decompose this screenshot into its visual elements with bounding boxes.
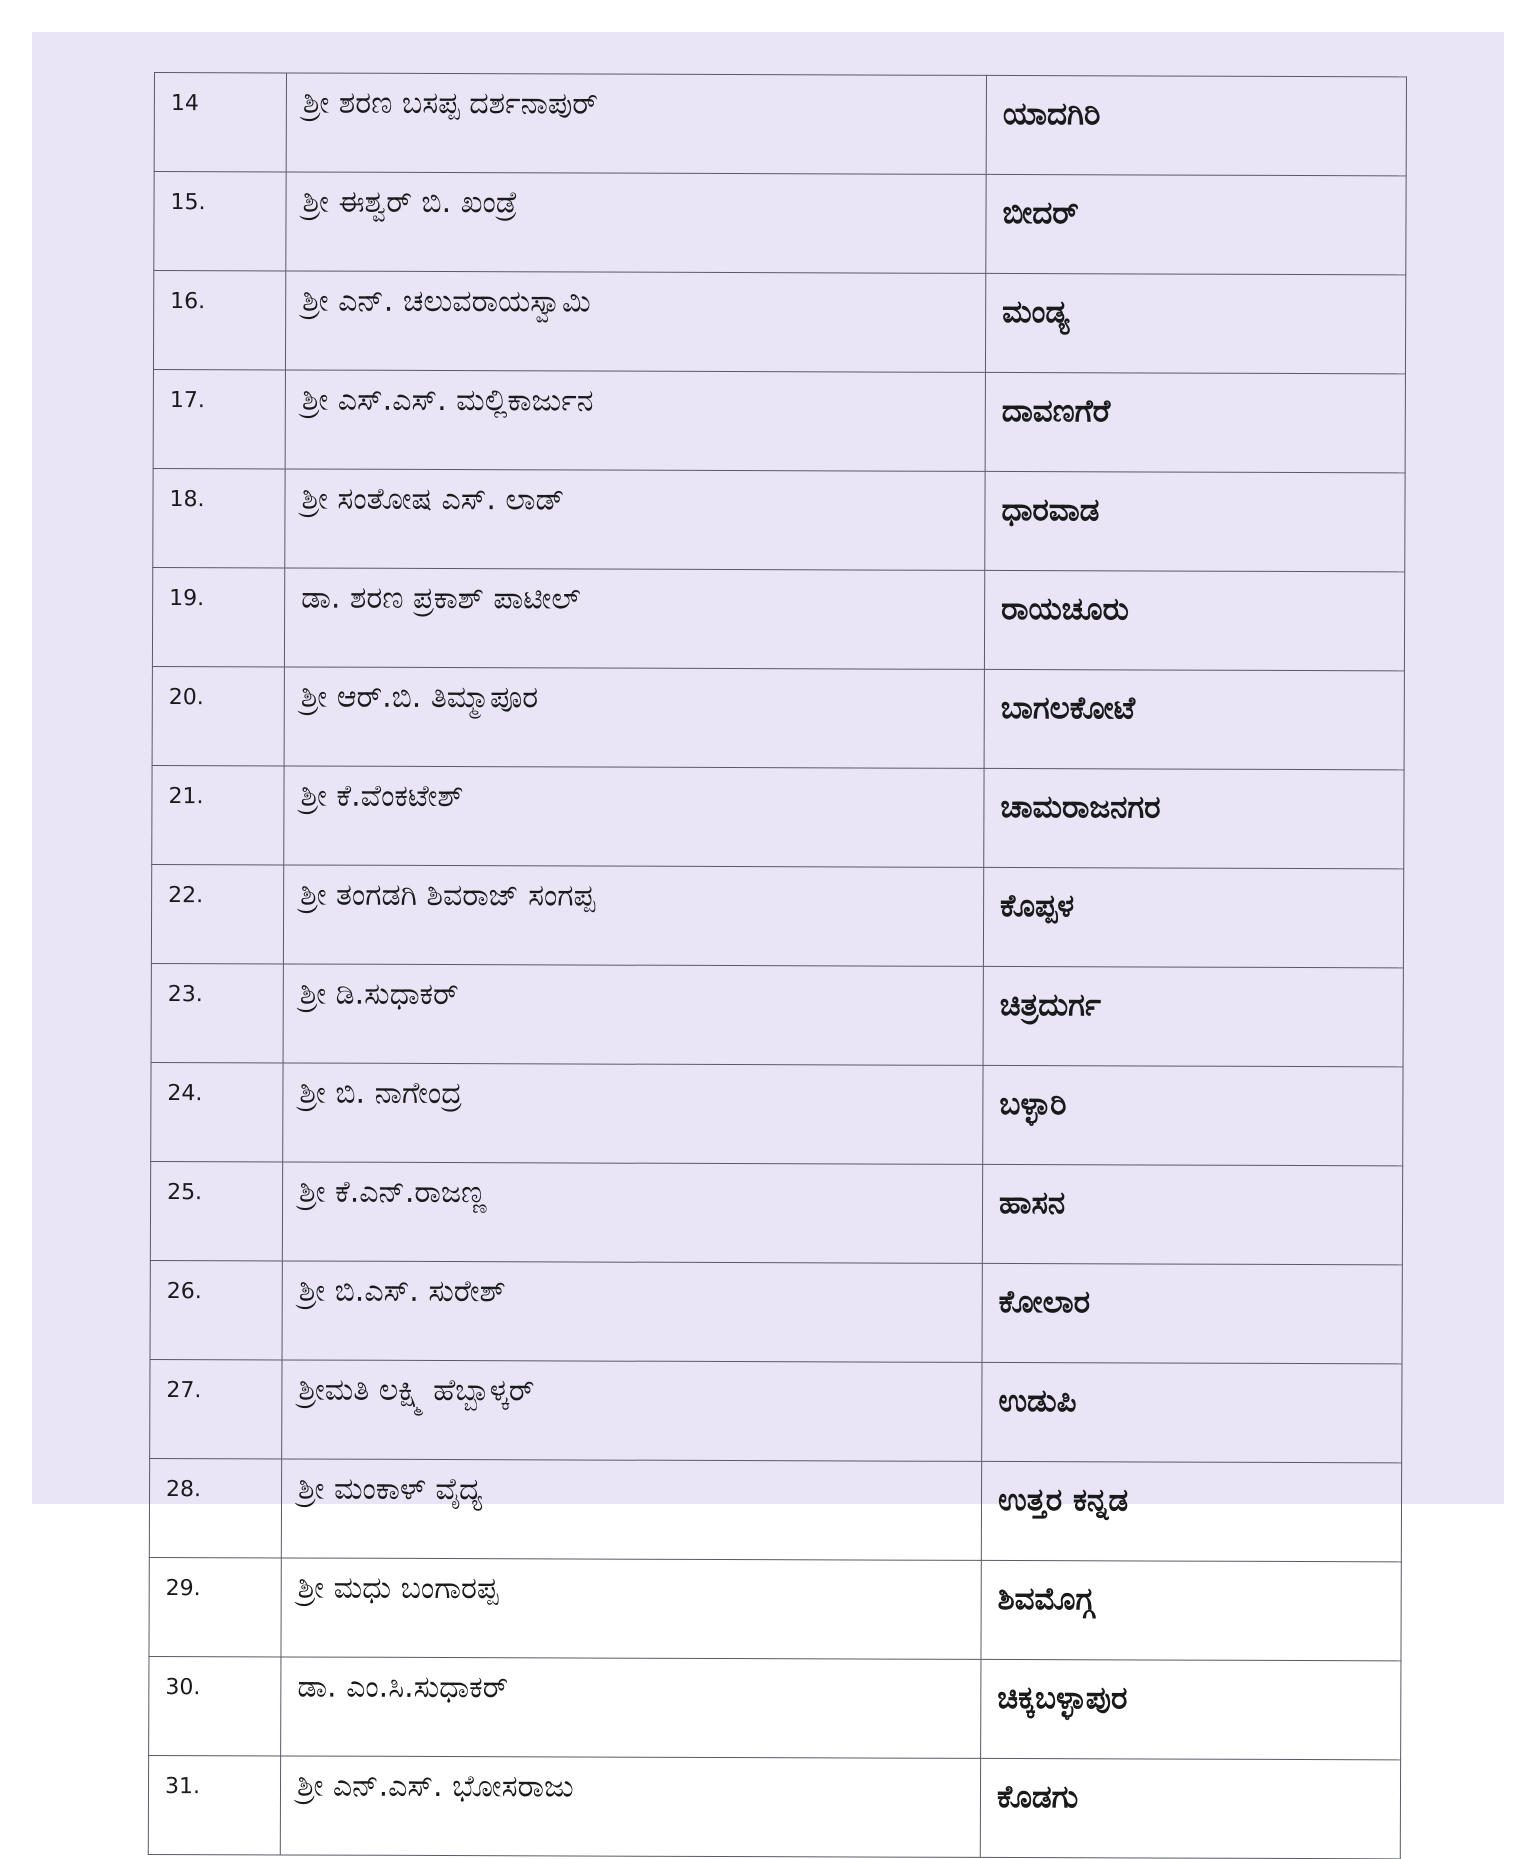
table-body bbox=[148, 73, 1406, 1859]
district-cell: ಮಂಡ್ಯ bbox=[985, 273, 1405, 373]
table-row bbox=[150, 1161, 1402, 1264]
minister-name-cell: ಶ್ರೀ ಬಿ. ನಾಗೇಂದ್ರ bbox=[283, 1063, 983, 1164]
district-cell: ಬಾಗಲಕೋಟೆ bbox=[984, 669, 1404, 769]
district-cell: ಧಾರವಾಡ bbox=[985, 471, 1405, 571]
minister-name-cell: ಶ್ರೀ ಮಧು ಬಂಗಾರಪ್ಪ bbox=[281, 1558, 981, 1659]
district-cell: ರಾಯಚೂರು bbox=[984, 570, 1404, 670]
serial-number-cell: 28. bbox=[149, 1458, 281, 1557]
minister-name-cell: ಶ್ರೀ ಡಿ.ಸುಧಾಕರ್ bbox=[283, 964, 983, 1065]
serial-number-cell: 22. bbox=[151, 864, 283, 963]
table-row bbox=[153, 369, 1405, 472]
district-cell: ಶಿವಮೊಗ್ಗ bbox=[981, 1560, 1401, 1660]
minister-name-cell: ಶ್ರೀ ಬಿ.ಎಸ್. ಸುರೇಶ್ bbox=[282, 1261, 982, 1362]
minister-name-cell: ಡಾ. ಎಂ.ಸಿ.ಸುಧಾಕರ್ bbox=[281, 1657, 981, 1758]
serial-number-cell: 26. bbox=[150, 1260, 282, 1359]
district-cell: ಚಾಮರಾಜನಗರ bbox=[984, 768, 1404, 868]
table-row bbox=[154, 73, 1406, 176]
minister-name-cell: ಶ್ರೀ ಎಸ್.ಎಸ್. ಮಲ್ಲಿಕಾರ್ಜುನ bbox=[285, 370, 985, 471]
table-row bbox=[152, 567, 1404, 670]
district-cell: ಬೀದರ್ bbox=[986, 174, 1406, 274]
serial-number-cell: 29. bbox=[149, 1557, 281, 1656]
minister-name-cell: ಶ್ರೀಮತಿ ಲಕ್ಷ್ಮಿ ಹೆಬ್ಬಾಳ್ಕರ್ bbox=[282, 1360, 982, 1461]
minister-name-cell: ಡಾ. ಶರಣ ಪ್ರಕಾಶ್ ಪಾಟೀಲ್ bbox=[284, 568, 984, 669]
minister-name-cell: ಶ್ರೀ ಮಂಕಾಳ್ ವೈದ್ಯ bbox=[281, 1459, 981, 1560]
serial-number-cell: 23. bbox=[151, 963, 283, 1062]
minister-name-cell: ಶ್ರೀ ಈಶ್ವರ್ ಬಿ. ಖಂಡ್ರೆ bbox=[286, 172, 986, 273]
serial-number-cell: 24. bbox=[151, 1062, 283, 1161]
district-cell: ದಾವಣಗೆರೆ bbox=[985, 372, 1405, 472]
district-cell: ಚಿಕ್ಕಬಳ್ಳಾಪುರ bbox=[981, 1659, 1401, 1759]
table-row bbox=[150, 1359, 1402, 1462]
district-cell: ಕೋಲಾರ bbox=[982, 1263, 1402, 1363]
serial-number-cell: 18. bbox=[153, 468, 285, 567]
table-row bbox=[148, 1755, 1400, 1858]
district-cell: ಬಳ್ಳಾರಿ bbox=[983, 1065, 1403, 1165]
minister-name-cell: ಶ್ರೀ ಶರಣ ಬಸಪ್ಪ ದರ್ಶನಾಪುರ್ bbox=[286, 73, 986, 174]
minister-name-cell: ಶ್ರೀ ಎನ್. ಚಲುವರಾಯಸ್ವಾಮಿ bbox=[285, 271, 985, 372]
district-cell: ಚಿತ್ರದುರ್ಗ bbox=[983, 966, 1403, 1066]
serial-number-cell: 31. bbox=[148, 1755, 280, 1854]
minister-name-cell: ಶ್ರೀ ತಂಗಡಗಿ ಶಿವರಾಜ್ ಸಂಗಪ್ಪ bbox=[283, 865, 983, 966]
district-cell: ಕೊಪ್ಪಳ bbox=[983, 867, 1403, 967]
serial-number-cell: 14 bbox=[154, 73, 286, 172]
table-row bbox=[150, 1260, 1402, 1363]
district-cell: ಹಾಸನ bbox=[982, 1164, 1402, 1264]
minister-name-cell: ಶ್ರೀ ಎನ್.ಎಸ್. ಭೋಸರಾಜು bbox=[280, 1756, 980, 1857]
serial-number-cell: 30. bbox=[149, 1656, 281, 1755]
minister-name-cell: ಶ್ರೀ ಕೆ.ಎನ್.ರಾಜಣ್ಣ bbox=[282, 1162, 982, 1263]
table-row bbox=[149, 1458, 1401, 1561]
table-row bbox=[149, 1656, 1401, 1759]
district-cell: ಉಡುಪಿ bbox=[982, 1362, 1402, 1462]
serial-number-cell: 21. bbox=[152, 765, 284, 864]
minister-name-cell: ಶ್ರೀ ಆರ್.ಬಿ. ತಿಮ್ಮಾಪೂರ bbox=[284, 667, 984, 768]
district-cell: ಕೊಡಗು bbox=[980, 1758, 1400, 1858]
table-row bbox=[153, 468, 1405, 571]
serial-number-cell: 25. bbox=[150, 1161, 282, 1260]
district-cell: ಯಾದಗಿರಿ bbox=[986, 75, 1406, 175]
serial-number-cell: 27. bbox=[150, 1359, 282, 1458]
minister-name-cell: ಶ್ರೀ ಕೆ.ವೆಂಕಟೇಶ್ bbox=[284, 766, 984, 867]
table-row bbox=[153, 271, 1405, 374]
table-row bbox=[151, 864, 1403, 967]
table-row bbox=[152, 765, 1404, 868]
table-row bbox=[152, 666, 1404, 769]
table-row bbox=[151, 1062, 1403, 1165]
district-cell: ಉತ್ತರ ಕನ್ನಡ bbox=[981, 1461, 1401, 1561]
scanned-page bbox=[32, 32, 1504, 1816]
table-row bbox=[154, 172, 1406, 275]
serial-number-cell: 15. bbox=[154, 172, 286, 271]
minister-name-cell: ಶ್ರೀ ಸಂತೋಷ ಎಸ್. ಲಾಡ್ bbox=[285, 469, 985, 570]
serial-number-cell: 20. bbox=[152, 666, 284, 765]
serial-number-cell: 17. bbox=[153, 369, 285, 468]
serial-number-cell: 16. bbox=[153, 271, 285, 370]
serial-number-cell: 19. bbox=[152, 567, 284, 666]
table-row bbox=[151, 963, 1403, 1066]
minister-district-table bbox=[148, 72, 1407, 1859]
table-row bbox=[149, 1557, 1401, 1660]
